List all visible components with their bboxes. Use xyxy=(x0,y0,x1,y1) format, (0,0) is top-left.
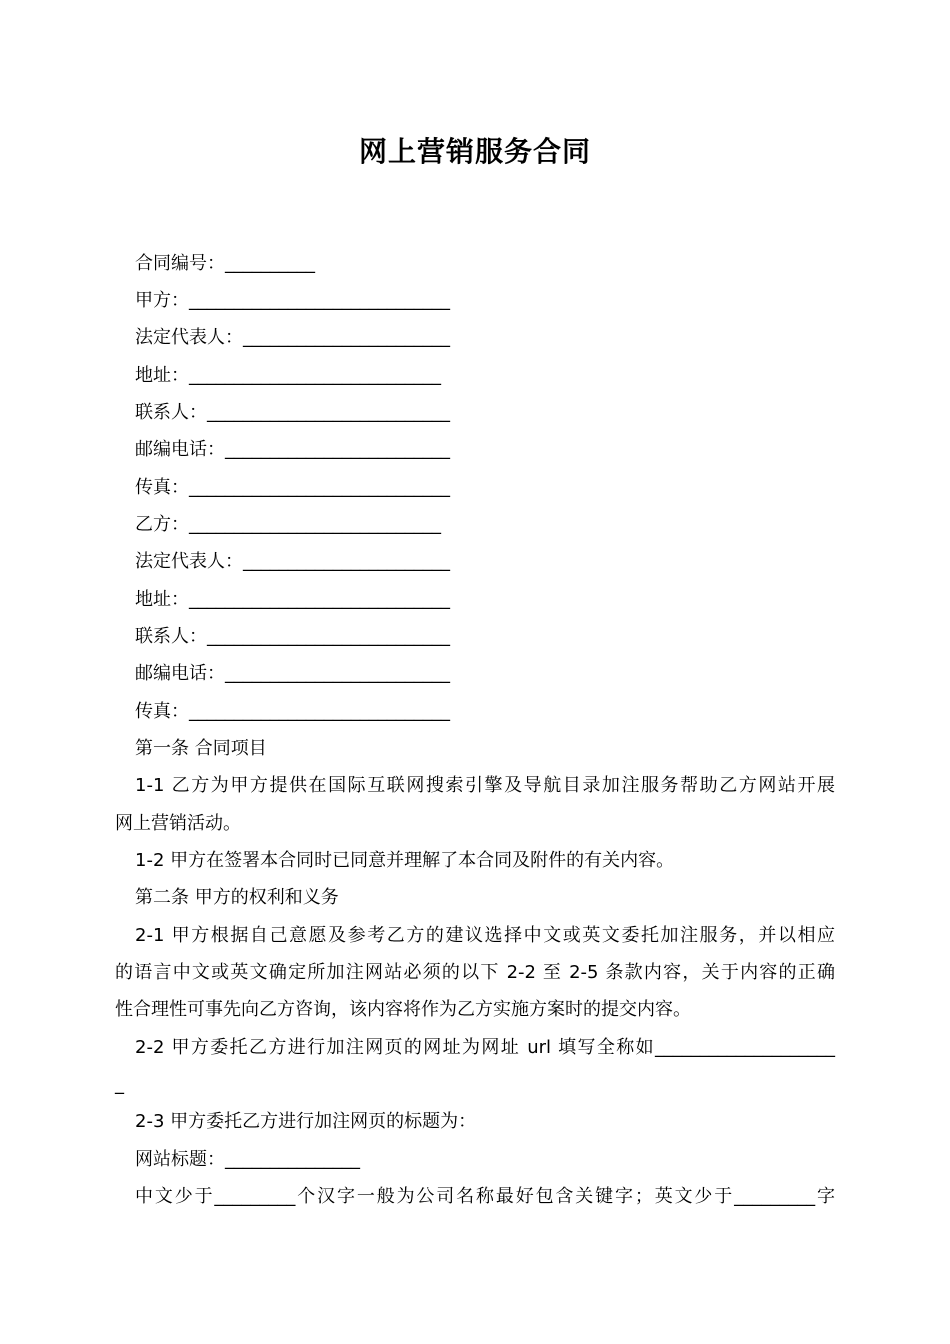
field-party-b-fax: 传真：_____________________________ xyxy=(135,701,450,722)
field-party-a-contact: 联系人：___________________________ xyxy=(135,402,450,423)
paragraph-chinese-requirement: 中文少于_________个汉字一般为公司名称最好包含关键字；英文少于_________字 xyxy=(135,1186,835,1207)
field-party-b-contact: 联系人：___________________________ xyxy=(135,626,450,647)
section-2-heading: 第二条 甲方的权利和义务 xyxy=(135,887,339,908)
field-contract-number: 合同编号：__________ xyxy=(135,253,315,274)
field-party-a-address: 地址：____________________________ xyxy=(135,365,441,386)
field-site-title: 网站标题：_______________ xyxy=(135,1149,360,1170)
field-party-a-fax: 传真：_____________________________ xyxy=(135,477,450,498)
field-party-a: 甲方：_____________________________ xyxy=(135,290,450,311)
field-party-b-address: 地址：_____________________________ xyxy=(135,589,450,610)
field-party-a-postcode-phone: 邮编电话：_________________________ xyxy=(135,439,450,460)
paragraph-2-1-line-1: 2-1 甲方根据自己意愿及参考乙方的建议选择中文或英文委托加注服务，并以相应 xyxy=(135,925,835,946)
paragraph-2-1-line-2: 的语言中文或英文确定所加注网站必须的以下 2-2 至 2-5 条款内容，关于内容的正确 xyxy=(115,962,835,983)
paragraph-1-1-line-1: 1-1 乙方为甲方提供在国际互联网搜索引擎及导航目录加注服务帮助乙方网站开展 xyxy=(135,775,835,796)
field-party-b-postcode-phone: 邮编电话：_________________________ xyxy=(135,663,450,684)
document-title: 网上营销服务合同 xyxy=(358,135,591,168)
paragraph-2-1-line-3: 性合理性可事先向乙方咨询，该内容将作为乙方实施方案时的提交内容。 xyxy=(115,999,691,1020)
field-party-b-legal-rep: 法定代表人：_______________________ xyxy=(135,551,450,572)
field-party-a-legal-rep: 法定代表人：_______________________ xyxy=(135,327,450,348)
paragraph-1-2: 1-2 甲方在签署本合同时已同意并理解了本合同及附件的有关内容。 xyxy=(135,850,675,871)
paragraph-2-3: 2-3 甲方委托乙方进行加注网页的标题为： xyxy=(135,1111,477,1132)
field-party-b: 乙方：____________________________ xyxy=(135,514,441,535)
paragraph-1-1-line-2: 网上营销活动。 xyxy=(115,813,241,834)
paragraph-2-2-line-1: 2-2 甲方委托乙方进行加注网页的网址为网址 url 填写全称如____________________ xyxy=(135,1037,835,1058)
paragraph-2-2-line-2: _ xyxy=(115,1074,124,1095)
section-1-heading: 第一条 合同项目 xyxy=(135,738,267,759)
